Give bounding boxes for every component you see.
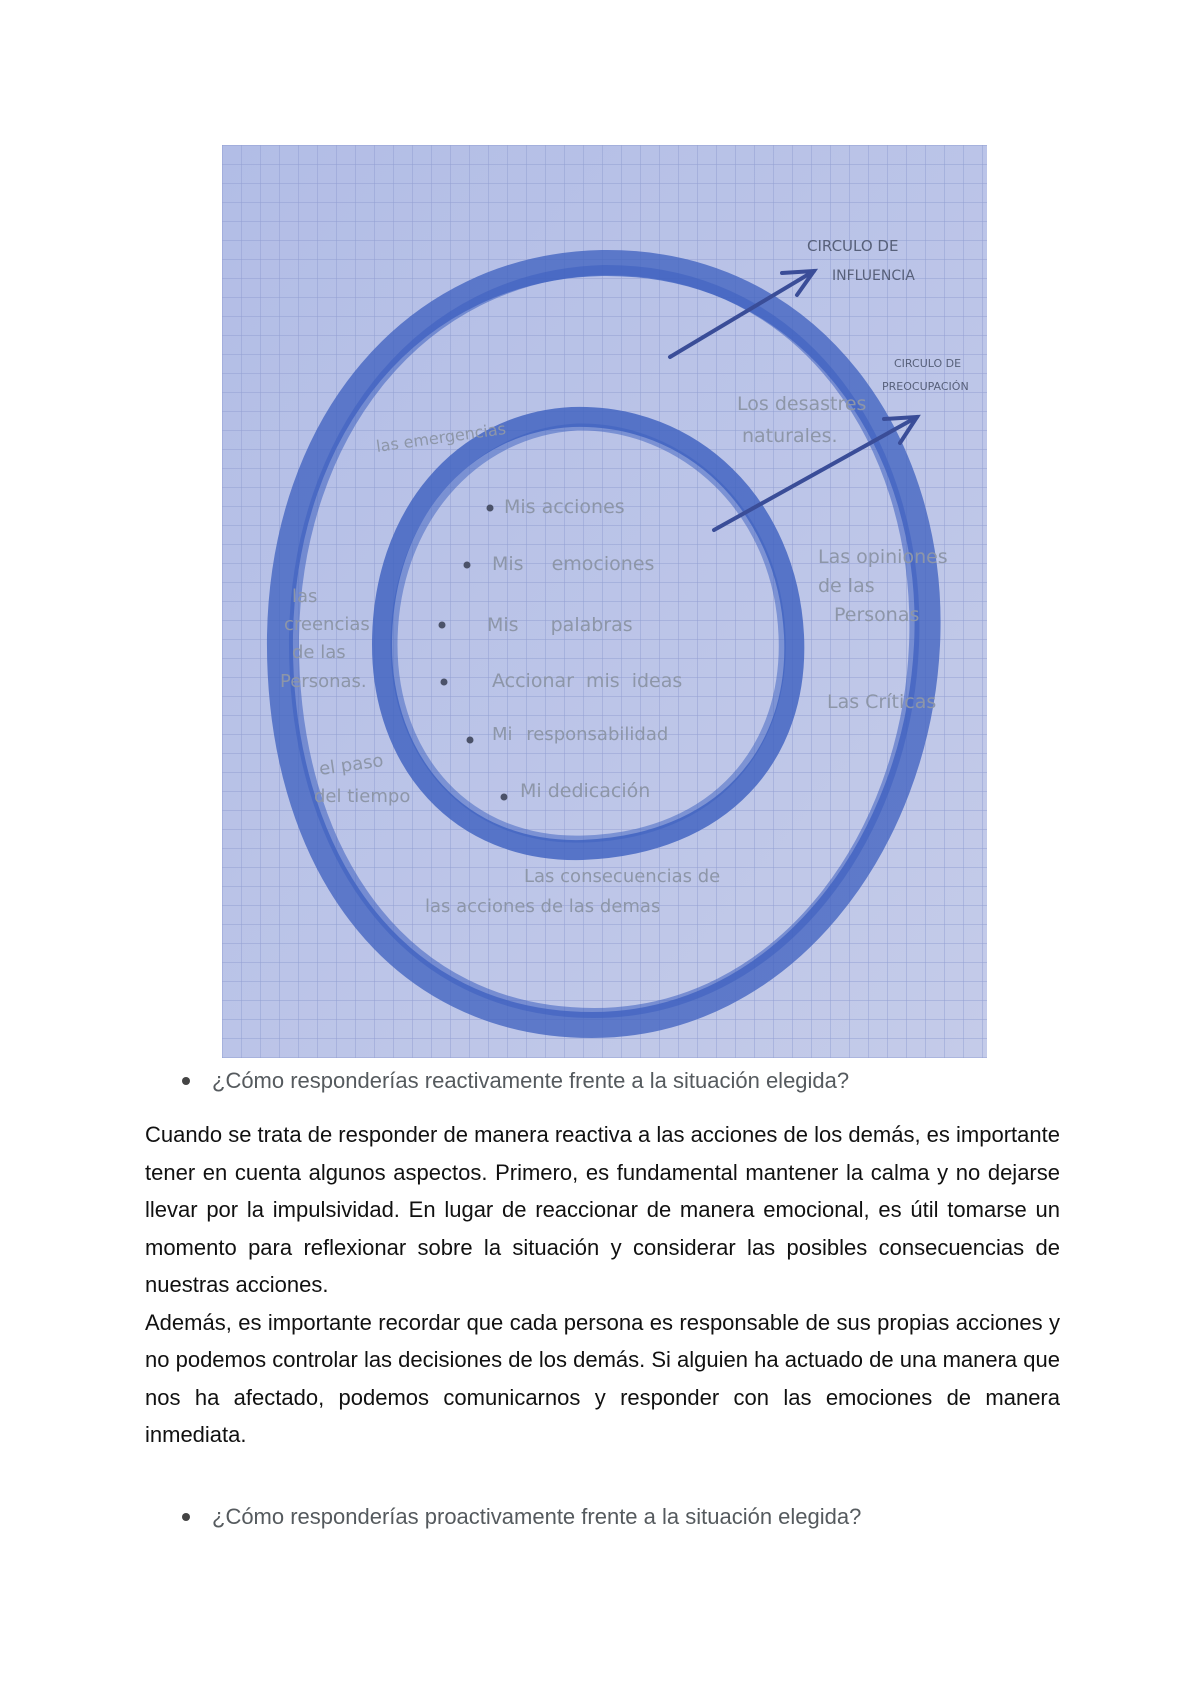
inner-item: Mis emociones bbox=[492, 553, 655, 575]
bullet-dot bbox=[182, 1077, 190, 1085]
inner-item: Mi responsabilidad bbox=[492, 724, 669, 745]
reactive-question bbox=[182, 1068, 849, 1094]
label-consecuencias-2: las acciones de las demas bbox=[425, 896, 661, 917]
inner-item-dot bbox=[487, 505, 494, 512]
answer-paragraph-1: Cuando se trata de responder de manera reactiva a las acciones de los demás, es importante tener en cuenta algunos aspectos. Primero, es fundamental mantener la calma y no dejarse llevar por la impulsividad. En lugar de reaccionar de manera emocional, es útil tomarse un momento para reflexionar sobre la situación y considerar las posibles consecuencias de nuestras acciones. bbox=[145, 1122, 1060, 1297]
label-opiniones-3: Personas bbox=[834, 604, 920, 626]
label-creencias-4: Personas. bbox=[280, 671, 367, 692]
label-paso-2: del tiempo bbox=[314, 786, 411, 807]
reactive-question-text: ¿Cómo responderías reactivamente frente a la situación elegida? bbox=[212, 1068, 850, 1093]
label-opiniones-2: de las bbox=[818, 575, 875, 597]
inner-item-dot bbox=[439, 622, 446, 629]
proactive-question bbox=[182, 1504, 861, 1530]
inner-item: Mis palabras bbox=[487, 614, 633, 636]
label-consecuencias-1: Las consecuencias de bbox=[524, 866, 721, 887]
inner-item-dot bbox=[467, 737, 474, 744]
answer-paragraph-2: Además, es importante recordar que cada persona es responsable de sus propias acciones y no podemos controlar las decisiones de los demás. Si alguien ha actuado de una manera que nos ha afectado, podemos comunicarnos y responder con las emociones de manera inmediata. bbox=[145, 1309, 1060, 1447]
proactive-question-text: ¿Cómo responderías proactivamente frente a la situación elegida? bbox=[212, 1504, 862, 1529]
concern-label-line1: CIRCULO DE bbox=[894, 357, 962, 370]
concern-label-line2: PREOCUPACIÓN bbox=[882, 380, 969, 393]
inner-item: Mis acciones bbox=[504, 496, 625, 518]
influence-label-line2: INFLUENCIA bbox=[832, 268, 915, 284]
label-paso-1: el paso bbox=[317, 750, 385, 780]
label-opiniones-1: Las opiniones bbox=[818, 546, 948, 568]
answer-body bbox=[145, 1116, 1060, 1454]
inner-item: Mi dedicación bbox=[520, 780, 651, 802]
label-desastres-2: naturales. bbox=[742, 425, 838, 447]
inner-item-dot bbox=[501, 794, 508, 801]
label-creencias-3: de las bbox=[292, 642, 346, 663]
inner-item-dot bbox=[441, 679, 448, 686]
label-creencias-2: creencias bbox=[284, 614, 370, 635]
label-emergencias: las emergencias bbox=[374, 418, 508, 456]
bullet-dot bbox=[182, 1513, 190, 1521]
label-creencias-1: las bbox=[292, 586, 318, 607]
inner-item: Accionar mis ideas bbox=[492, 670, 683, 692]
label-desastres-1: Los desastres bbox=[737, 393, 867, 415]
label-criticas: Las Críticas bbox=[827, 691, 937, 713]
circle-drawing-photo bbox=[222, 145, 987, 1058]
influence-label-line1: CIRCULO DE bbox=[807, 237, 899, 255]
inner-item-dot bbox=[464, 562, 471, 569]
